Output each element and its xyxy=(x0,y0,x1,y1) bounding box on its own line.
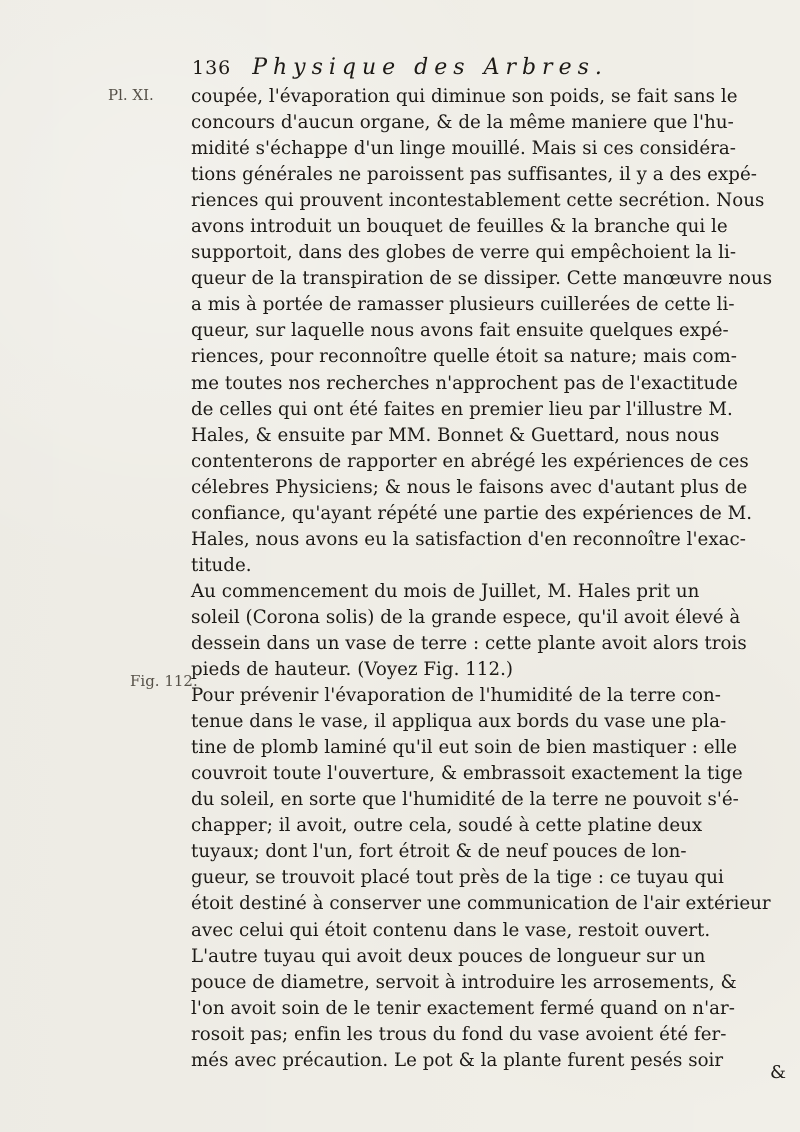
running-title: Physique des Arbres. xyxy=(252,55,608,80)
text-line: étoit destiné à conserver une communication de l'air extérieur xyxy=(191,893,771,915)
text-line: concours d'aucun organe, & de la même maniere que l'hu- xyxy=(191,112,734,134)
text-line: contenterons de rapporter en abrégé les expériences de ces xyxy=(191,450,749,472)
text-line: célebres Physiciens; & nous le faisons avec d'autant plus de xyxy=(191,476,748,498)
text-line: Hales, nous avons eu la satisfaction d'en reconnoître l'exac- xyxy=(191,528,746,550)
text-line: Pour prévenir l'évaporation de l'humidité de la terre con- xyxy=(191,685,721,707)
main-text xyxy=(191,84,796,1074)
text-line: coupée, l'évaporation qui diminue son poids, se fait sans le xyxy=(191,86,738,107)
plate-reference: Pl. XI. xyxy=(108,86,154,104)
text-line: titude. xyxy=(191,554,252,576)
text-line: confiance, qu'ayant répété une partie des expériences de M. xyxy=(191,502,753,524)
catchword: & xyxy=(770,1062,787,1083)
text-line: queur, sur laquelle nous avons fait ensuite quelques expé- xyxy=(191,320,729,342)
text-line: més avec précaution. Le pot & la plante furent pesés soir xyxy=(191,1049,724,1071)
text-line: chapper; il avoit, outre cela, soudé à cette platine deux xyxy=(191,815,703,837)
page-number: 136 xyxy=(192,57,232,79)
text-line: supportoit, dans des globes de verre qui empêchoient la li- xyxy=(191,242,737,264)
figure-reference: Fig. 112. xyxy=(130,672,198,690)
text-line: dessein dans un vase de terre : cette plante avoit alors trois xyxy=(191,632,747,654)
text-line: couvroit toute l'ouverture, & embrassoit exactement la tige xyxy=(191,763,743,785)
text-line: midité s'échappe d'un linge mouillé. Mais si ces considéra- xyxy=(191,138,736,160)
text-line: L'autre tuyau qui avoit deux pouces de longueur sur un xyxy=(191,945,706,967)
text-line: pieds de hauteur. (Voyez Fig. 112.) xyxy=(191,659,514,681)
text-line: queur de la transpiration de se dissiper. Cette manœuvre nous xyxy=(191,268,773,290)
text-line: l'on avoit soin de le tenir exactement fermé quand on n'ar- xyxy=(191,997,735,1019)
text-line: tine de plomb laminé qu'il eut soin de bien mastiquer : elle xyxy=(191,737,738,759)
text-line: me toutes nos recherches n'approchent pas de l'exactitude xyxy=(191,372,738,394)
text-line: a mis à portée de ramasser plusieurs cuillerées de cette li- xyxy=(191,294,735,316)
text-line: Au commencement du mois de Juillet, M. Hales prit un xyxy=(191,580,700,602)
text-line: gueur, se trouvoit placé tout près de la tige : ce tuyau qui xyxy=(191,867,724,889)
page-header xyxy=(192,50,692,84)
text-line: soleil (Corona solis) de la grande espece, qu'il avoit élevé à xyxy=(191,606,741,628)
text-line: avons introduit un bouquet de feuilles & la branche qui le xyxy=(191,216,728,238)
text-line: de celles qui ont été faites en premier lieu par l'illustre M. xyxy=(191,398,733,420)
text-line: avec celui qui étoit contenu dans le vase, restoit ouvert. xyxy=(191,919,711,941)
text-line: du soleil, en sorte que l'humidité de la terre ne pouvoit s'é- xyxy=(191,789,739,811)
text-line: riences qui prouvent incontestablement cette secrétion. Nous xyxy=(191,190,765,212)
text-line: Hales, & ensuite par MM. Bonnet & Guettard, nous nous xyxy=(191,424,720,446)
text-line: tions générales ne paroissent pas suffisantes, il y a des expé- xyxy=(191,164,757,186)
text-line: pouce de diametre, servoit à introduire les arrosements, & xyxy=(191,971,737,993)
text-line: tenue dans le vase, il appliqua aux bords du vase une pla- xyxy=(191,711,727,733)
text-line: riences, pour reconnoître quelle étoit sa nature; mais com- xyxy=(191,346,737,368)
text-line: rosoit pas; enfin les trous du fond du vase avoient été fer- xyxy=(191,1023,727,1045)
text-line: tuyaux; dont l'un, fort étroit & de neuf pouces de lon- xyxy=(191,841,687,863)
